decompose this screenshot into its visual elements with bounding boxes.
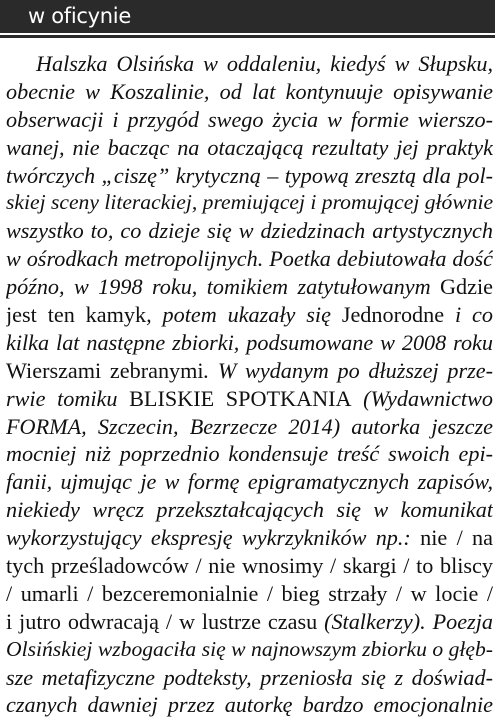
italic-text: wanej, nie bacząc na otaczającą rezultaty jej praktyk xyxy=(6,134,493,160)
article-line xyxy=(6,134,493,162)
upright-text: i jutro odwracają / w lustrze czasu xyxy=(6,608,325,634)
article-line xyxy=(6,78,493,106)
italic-text: FORMA, Szczecin, Bezrzecze 2014) autorka jeszcze xyxy=(6,413,493,439)
upright-text: jest ten kamyk xyxy=(6,302,147,328)
article-line xyxy=(6,357,493,385)
italic-text: i co xyxy=(444,302,493,328)
article-line xyxy=(6,440,493,468)
italic-text: twórczych „ciszę” krytyczną – typową zresztą dla pol- xyxy=(6,162,493,188)
italic-text: . W wydanym po dłuższej prze- xyxy=(203,357,493,383)
article-line xyxy=(6,413,493,441)
italic-text: rwie tomiku xyxy=(6,385,130,411)
italic-text: (Stalkerzy). Poezja xyxy=(324,608,493,634)
article-line xyxy=(6,50,493,78)
italic-text: wykorzystujący ekspresję wykrzykników np.: xyxy=(6,525,421,551)
italic-text: w ośrodkach metropolijnych. Poetka debiutowała dość xyxy=(6,246,493,272)
article-line xyxy=(6,385,493,413)
italic-text: niekiedy wręcz przekształcających się w komunikat xyxy=(6,497,493,523)
article-line xyxy=(6,664,493,692)
article-line xyxy=(6,301,493,329)
italic-text: mocniej niż poprzednio kondensuje treść swoich epi- xyxy=(6,441,493,467)
italic-text: Olsińskiej wzbogaciła się w najnowszym zbiorku o głęb- xyxy=(6,636,493,661)
article-line xyxy=(6,552,493,580)
upright-text: / umarli / bezceremonialnie / bieg strzały / w locie / xyxy=(6,580,493,606)
article-line xyxy=(6,580,493,608)
italic-text: kilka lat następne zbiorki, podsumowane w 2008 roku xyxy=(6,329,493,355)
article-line xyxy=(6,468,493,496)
article-line xyxy=(6,496,493,524)
upright-text: Jednorodne xyxy=(341,302,445,328)
section-header xyxy=(0,0,495,33)
upright-text: Wierszami zebranymi xyxy=(6,357,204,383)
italic-text: późno, w 1998 roku, tomikiem zatytułowanym xyxy=(6,274,441,300)
upright-text: tych prześladowców / nie wnosimy / skargi / to bliscy xyxy=(6,553,493,579)
article-line xyxy=(6,691,493,719)
article-line xyxy=(6,217,493,245)
article-line xyxy=(6,608,493,636)
article-line xyxy=(6,106,493,134)
italic-text: obserwacji i przygód swego życia w formie wierszo- xyxy=(6,106,493,132)
upright-text: nie / na xyxy=(420,525,493,551)
upright-text: Gdzie xyxy=(440,274,493,300)
italic-text: wszystko to, co dzieje się w dziedzinach artystycznych xyxy=(6,218,493,244)
article-line xyxy=(6,189,493,217)
upright-text: BLISKIE SPOTKANIA xyxy=(129,385,352,411)
italic-text: fanii, ujmując je w formę epigramatycznych zapisów, xyxy=(6,469,493,495)
italic-text: Halszka Olsińska w oddaleniu, kiedyś w Słupsku, xyxy=(36,51,493,76)
italic-text: skiej sceny literackiej, premiującej i promującej głównie xyxy=(6,190,493,215)
italic-text: sze metafizyczne podteksty, przeniosła się z doświad- xyxy=(6,664,493,690)
article-line xyxy=(6,245,493,273)
article-line xyxy=(6,329,493,357)
article-line xyxy=(6,273,493,301)
article-line xyxy=(6,524,493,552)
italic-text: obecnie w Koszalinie, od lat kontynuuje opisywanie xyxy=(6,78,493,104)
italic-text: czanych dawniej przez autorkę bardzo emocjonalnie xyxy=(6,692,493,718)
italic-text: , potem ukazały się xyxy=(146,302,342,328)
section-title: w oficynie xyxy=(28,4,131,28)
italic-text: (Wydawnictwo xyxy=(351,385,493,411)
article-line xyxy=(6,636,493,664)
article-line xyxy=(6,162,493,190)
header-divider xyxy=(0,35,495,38)
article-body xyxy=(6,50,493,719)
